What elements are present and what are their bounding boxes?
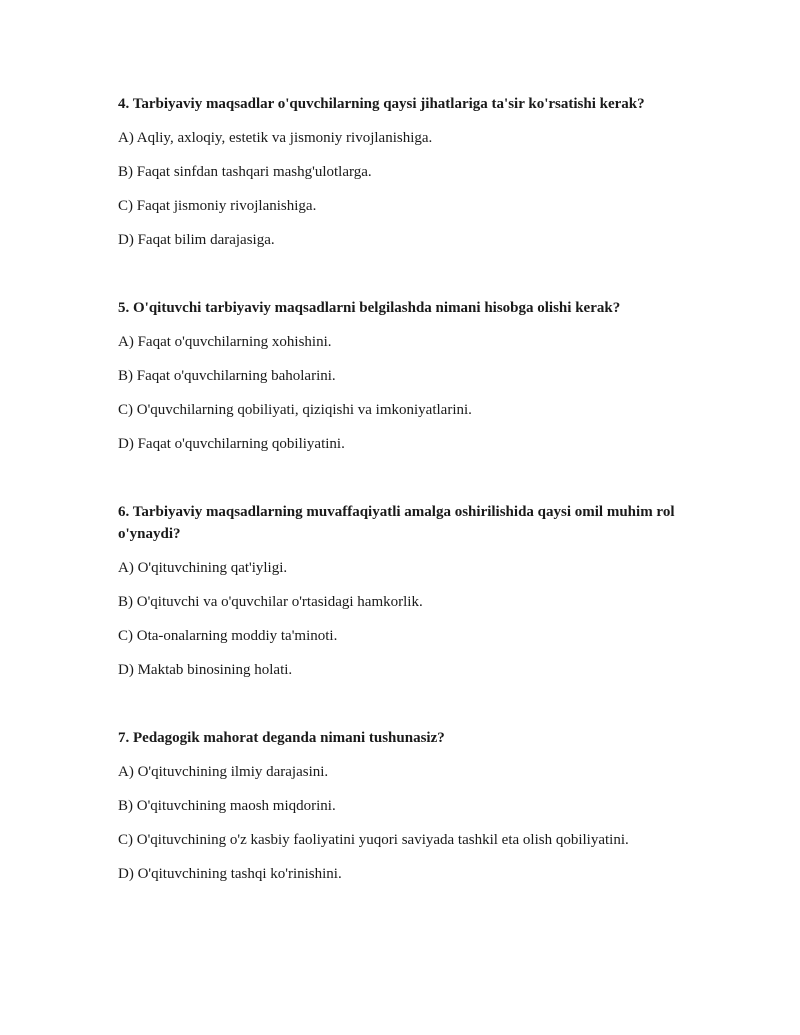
question-7 xyxy=(118,727,720,885)
answer-option-c: C) O'qituvchining o'z kasbiy faoliyatini yuqori saviyada tashkil eta olish qobiliyatini. xyxy=(118,832,629,848)
answer-option-a: A) Faqat o'quvchilarning xohishini. xyxy=(118,334,332,350)
answer-option-c: C) O'quvchilarning qobiliyati, qiziqishi va imkoniyatlarini. xyxy=(118,402,472,418)
answer-option-b: B) Faqat sinfdan tashqari mashg'ulotlarga. xyxy=(118,164,372,180)
question-title: 5. O'qituvchi tarbiyaviy maqsadlarni belgilashda nimani hisobga olishi kerak? xyxy=(118,300,621,316)
answer-option-b: B) O'qituvchi va o'quvchilar o'rtasidagi hamkorlik. xyxy=(118,594,423,610)
question-title: 4. Tarbiyaviy maqsadlar o'quvchilarning qaysi jihatlariga ta'sir ko'rsatishi kerak? xyxy=(118,96,645,112)
answer-option-d: D) Faqat bilim darajasiga. xyxy=(118,232,275,248)
answer-option-a: A) O'qituvchining qat'iyligi. xyxy=(118,560,288,576)
question-4 xyxy=(118,93,720,251)
question-spacer xyxy=(118,693,720,727)
answer-option-b: B) Faqat o'quvchilarning baholarini. xyxy=(118,368,336,384)
question-spacer xyxy=(118,263,720,297)
answer-option-a: A) Aqliy, axloqiy, estetik va jismoniy rivojlanishiga. xyxy=(118,130,433,146)
answer-option-d: D) Faqat o'quvchilarning qobiliyatini. xyxy=(118,436,345,452)
answer-option-b: B) O'qituvchining maosh miqdorini. xyxy=(118,798,336,814)
answer-option-c: C) Ota-onalarning moddiy ta'minoti. xyxy=(118,628,338,644)
answer-option-d: D) Maktab binosining holati. xyxy=(118,662,293,678)
question-spacer xyxy=(118,467,720,501)
answer-option-a: A) O'qituvchining ilmiy darajasini. xyxy=(118,764,329,780)
answer-option-d: D) O'qituvchining tashqi ko'rinishini. xyxy=(118,866,342,882)
question-title: 7. Pedagogik mahorat deganda nimani tushunasiz? xyxy=(118,730,445,746)
question-6 xyxy=(118,501,720,681)
answer-option-c: C) Faqat jismoniy rivojlanishiga. xyxy=(118,198,317,214)
question-title: 6. Tarbiyaviy maqsadlarning muvaffaqiyatli amalga oshirilishida qaysi omil muhim rol o'ynaydi? xyxy=(118,504,675,542)
question-5 xyxy=(118,297,720,455)
